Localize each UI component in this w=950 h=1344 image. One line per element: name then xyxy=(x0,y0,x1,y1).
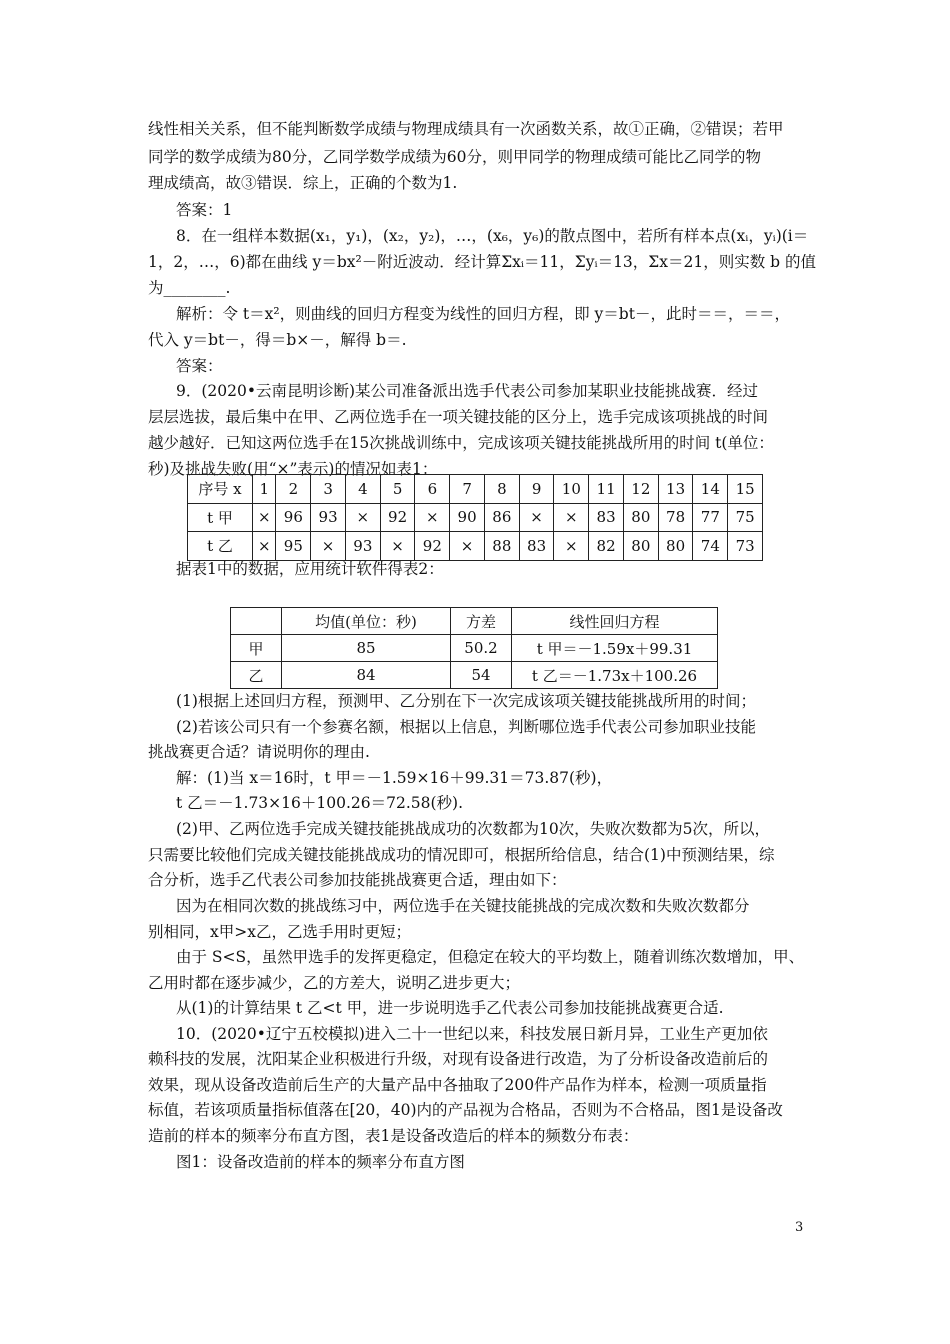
table-cell: 6 xyxy=(415,475,450,504)
text-line: 答案：1 xyxy=(176,201,233,219)
table-cell: 80 xyxy=(623,503,658,532)
table-row xyxy=(188,503,763,532)
text-line: 9．(2020•云南昆明诊断)某公司准备派出选手代表公司参加某职业技能挑战赛．经过 xyxy=(176,382,759,400)
table-cell: 11 xyxy=(589,475,624,504)
table-cell: 77 xyxy=(693,503,728,532)
table-cell: 75 xyxy=(728,503,763,532)
table-cell: 乙 xyxy=(231,662,282,689)
text-line: 1，2，…，6)都在曲线 y＝bx²－附近波动．经计算Σxᵢ＝11，Σyᵢ＝13，Σx＝21，则实数 b 的值 xyxy=(148,253,816,271)
text-line: (2)若该公司只有一个参赛名额，根据以上信息，判断哪位选手代表公司参加职业技能 xyxy=(176,718,756,736)
table-cell: 88 xyxy=(484,532,519,561)
table-2 xyxy=(230,607,718,689)
table-header-cell: 均值(单位：秒) xyxy=(282,608,451,635)
table-cell: 92 xyxy=(415,532,450,561)
text-line: 赖科技的发展，沈阳某企业积极进行升级，对现有设备进行改造，为了分析设备改造前后的 xyxy=(148,1050,769,1068)
text-line: 理成绩高，故③错误．综上，正确的个数为1. xyxy=(148,174,458,192)
text-line: 为________. xyxy=(148,279,231,297)
text-line: 秒)及挑战失败(用“×”表示)的情况如表1： xyxy=(148,460,438,478)
table-cell: 4 xyxy=(345,475,380,504)
table-cell: × xyxy=(554,503,589,532)
text-line: 造前的样本的频率分布直方图，表1是设备改造后的样本的频数分布表： xyxy=(148,1127,639,1145)
table-cell: 80 xyxy=(658,532,693,561)
table-cell: × xyxy=(311,532,346,561)
table-row xyxy=(231,635,718,662)
table-header-cell: t 乙 xyxy=(188,532,253,561)
table-cell: 93 xyxy=(311,503,346,532)
text-line: 据表1中的数据，应用统计软件得表2： xyxy=(176,560,444,578)
table-cell: 3 xyxy=(311,475,346,504)
table-cell: × xyxy=(450,532,485,561)
table-header-cell: t 甲 xyxy=(188,503,253,532)
table-cell: × xyxy=(380,532,415,561)
table-1 xyxy=(187,474,763,561)
table-cell: 12 xyxy=(623,475,658,504)
text-line: 因为在相同次数的挑战练习中，两位选手在关键技能挑战的完成次数和失败次数都分 xyxy=(176,897,750,915)
text-line: 越少越好．已知这两位选手在15次挑战训练中，完成该项关键技能挑战所用的时间 t(单位： xyxy=(148,434,774,452)
table-row xyxy=(231,608,718,635)
table-cell: 83 xyxy=(589,503,624,532)
table-cell: 78 xyxy=(658,503,693,532)
table-cell: 92 xyxy=(380,503,415,532)
text-line: 图1：设备改造前的样本的频率分布直方图 xyxy=(176,1153,465,1171)
table-cell: 95 xyxy=(276,532,311,561)
text-line: 8．在一组样本数据(x₁，y₁)，(x₂，y₂)，…，(x₆，y₆)的散点图中，若所有样本点(xᵢ，yᵢ)(i＝ xyxy=(176,227,809,245)
text-line: 10．(2020•辽宁五校模拟)进入二十一世纪以来，科技发展日新月异，工业生产更加依 xyxy=(176,1025,768,1043)
table-cell: 96 xyxy=(276,503,311,532)
table-cell: 2 xyxy=(276,475,311,504)
text-line: 只需要比较他们完成关键技能挑战成功的情况即可，根据所给信息，结合(1)中预测结果，综 xyxy=(148,846,775,864)
table-cell: 82 xyxy=(589,532,624,561)
table-cell: 8 xyxy=(484,475,519,504)
table-cell: 13 xyxy=(658,475,693,504)
text-line: 代入 y＝bt－，得＝b×－，解得 b＝. xyxy=(148,331,407,349)
text-line: 答案： xyxy=(176,357,223,375)
table-header-cell: 线性回归方程 xyxy=(512,608,718,635)
text-line: 别相同，x甲>x乙，乙选手用时更短； xyxy=(148,923,411,941)
table-row xyxy=(231,662,718,689)
table-cell: × xyxy=(519,503,554,532)
table-cell: 7 xyxy=(450,475,485,504)
table-cell: t 乙＝－1.73x＋100.26 xyxy=(512,662,718,689)
table-cell: 14 xyxy=(693,475,728,504)
table-cell: 93 xyxy=(345,532,380,561)
text-line: 同学的数学成绩为80分，乙同学数学成绩为60分，则甲同学的物理成绩可能比乙同学的物 xyxy=(148,148,761,166)
table-header-cell: 序号 x xyxy=(188,475,253,504)
text-line: 由于 S<S，虽然甲选手的发挥更稳定，但稳定在较大的平均数上，随着训练次数增加，甲、 xyxy=(176,948,805,966)
text-line: 解析：令 t＝x²，则曲线的回归方程变为线性的回归方程，即 y＝bt－，此时＝＝，＝＝， xyxy=(176,305,790,323)
table-cell: 5 xyxy=(380,475,415,504)
text-line: 从(1)的计算结果 t 乙<t 甲，进一步说明选手乙代表公司参加技能挑战赛更合适. xyxy=(176,999,724,1017)
table-row xyxy=(188,475,763,504)
table-cell: 54 xyxy=(451,662,512,689)
table-cell: × xyxy=(554,532,589,561)
table-header-cell: 方差 xyxy=(451,608,512,635)
table-cell: 74 xyxy=(693,532,728,561)
text-line: 标值，若该项质量指标值落在[20，40)内的产品视为合格品，否则为不合格品，图1是设备改 xyxy=(148,1101,783,1119)
table-cell: 1 xyxy=(253,475,276,504)
table-cell: 83 xyxy=(519,532,554,561)
table-cell: 15 xyxy=(728,475,763,504)
table-cell: × xyxy=(415,503,450,532)
text-line: (1)根据上述回归方程，预测甲、乙分别在下一次完成该项关键技能挑战所用的时间； xyxy=(176,692,756,710)
table-cell: 10 xyxy=(554,475,589,504)
table-cell: × xyxy=(253,532,276,561)
table-cell: 甲 xyxy=(231,635,282,662)
table-cell: 85 xyxy=(282,635,451,662)
text-line: 合分析，选手乙代表公司参加技能挑战赛更合适，理由如下： xyxy=(148,871,567,889)
table-cell: 73 xyxy=(728,532,763,561)
text-line: 线性相关关系，但不能判断数学成绩与物理成绩具有一次函数关系，故①正确，②错误；若甲 xyxy=(148,120,784,138)
text-line: 解：(1)当 x＝16时，t 甲＝－1.59×16＋99.31＝73.87(秒)， xyxy=(176,769,613,787)
table-cell: × xyxy=(253,503,276,532)
text-line: 乙用时都在逐步减少，乙的方差大，说明乙进步更大； xyxy=(148,974,521,992)
text-line: 效果，现从设备改造前后生产的大量产品中各抽取了200件产品作为样本，检测一项质量指 xyxy=(148,1076,767,1094)
table-cell: × xyxy=(345,503,380,532)
table-cell: 86 xyxy=(484,503,519,532)
page-number: 3 xyxy=(795,1220,804,1235)
table-row xyxy=(188,532,763,561)
table-cell: 50.2 xyxy=(451,635,512,662)
table-header-cell xyxy=(231,608,282,635)
table-cell: 80 xyxy=(623,532,658,561)
text-line: 层层选拔，最后集中在甲、乙两位选手在一项关键技能的区分上，选手完成该项挑战的时间 xyxy=(148,408,769,426)
table-cell: 90 xyxy=(450,503,485,532)
text-line: t 乙＝－1.73×16＋100.26＝72.58(秒). xyxy=(176,794,464,812)
table-cell: t 甲＝－1.59x＋99.31 xyxy=(512,635,718,662)
table-cell: 9 xyxy=(519,475,554,504)
table-cell: 84 xyxy=(282,662,451,689)
text-line: 挑战赛更合适？请说明你的理由. xyxy=(148,743,370,761)
text-line: (2)甲、乙两位选手完成关键技能挑战成功的次数都为10次，失败次数都为5次，所以， xyxy=(176,820,771,838)
